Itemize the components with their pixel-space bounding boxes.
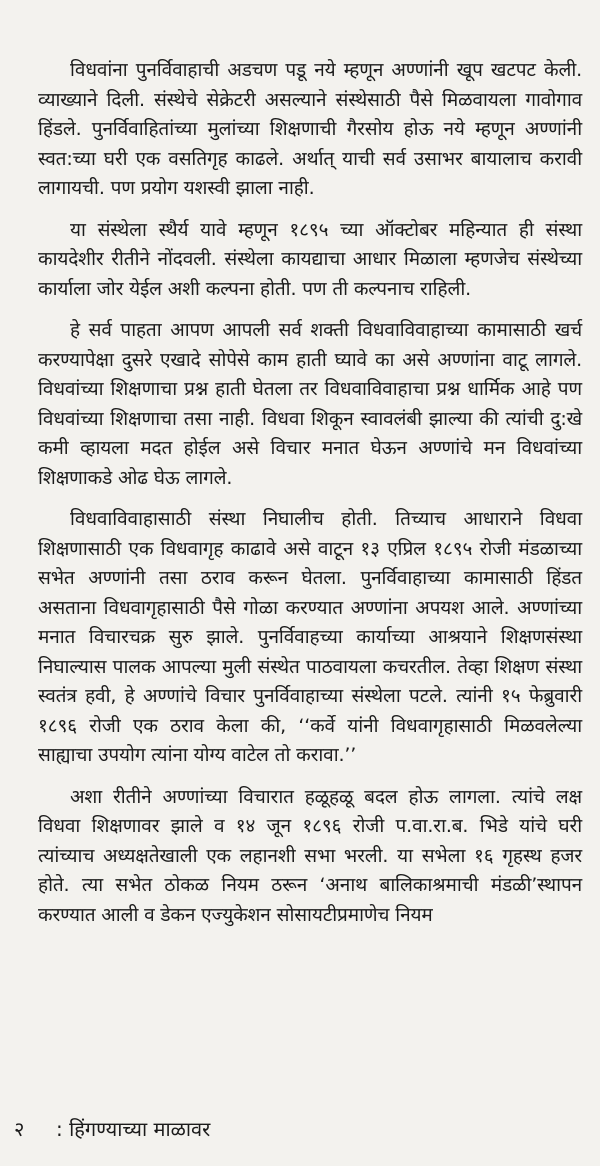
page-number: २ — [14, 1117, 25, 1141]
page-footer — [14, 1116, 210, 1142]
paragraph-1: विधवांना पुनर्विवाहाची अडचण पडू नये म्हणून अण्णांनी खूप खटपट केली. व्याख्याने दिली. संस्थेचे सेक्रेटरी असल्याने संस्थेसाठी पैसे मिळवायला गावोगाव हिंडले. पुनर्विवाहितांच्या मुलांच्या शिक्षणाची गैरसोय होऊ नये म्हणून अण्णांनी स्वत:च्या घरी एक वसतिगृह काढले. अर्थात् याची सर्व उसाभर बायालाच करावी लागायची. पण प्रयोग यशस्वी झाला नाही. — [38, 59, 582, 199]
paragraph-5: अशा रीतीने अण्णांच्या विचारात हळूहळू बदल होऊ लागला. त्यांचे लक्ष विधवा शिक्षणावर झाले व १४ जून १८९६ रोजी प.वा.रा.ब. भिडे यांचे घरी त्यांच्याच अध्यक्षतेखाली एक लहानशी सभा भरली. या सभेला १६ गृहस्थ हजर होते. त्या सभेत ठोकळ नियम ठरून ‘अनाथ बालिकाश्रमाची मंडळी’स्थापन करण्यात आली व डेकन एज्युकेशन सोसायटीप्रमाणेच नियम — [38, 785, 582, 926]
paragraph-3: हे सर्व पाहता आपण आपली सर्व शक्ती विधवाविवाहाच्या कामासाठी खर्च करण्यापेक्षा दुसरे एखादे सोपेसे काम हाती घ्यावे का असे अण्णांना वाटू लागले. विधवांच्या शिक्षणाचा प्रश्न हाती घेतला तर विधवाविवाहाचा प्रश्न धार्मिक आहे पण विधवांच्या शिक्षणाचा तसा नाही. विधवा शिकून स्वावलंबी झाल्या की त्यांची दु:खे कमी व्हायला मदत होईल असे विचार मनात घेऊन अण्णांचे मन विधवांच्या शिक्षणाकडे ओढ घेऊ लागले. — [38, 319, 582, 489]
paragraph-4: विधवाविवाहासाठी संस्था निघालीच होती. तिच्याच आधाराने विधवा शिक्षणासाठी एक विधवागृह काढावे असे वाटून १३ एप्रिल १८९५ रोजी मंडळाच्या सभेत अण्णांनी तसा ठराव करून घेतला. पुनर्विवाहाच्या कामासाठी हिंडत असताना विधवागृहासाठी पैसे गोळा करण्यात अण्णांना अपयश आले. अण्णांच्या मनात विचारचक्र सुरु झाले. पुनर्विवाहच्या कार्याच्या आश्रयाने शिक्षणसंस्था निघाल्यास पालक आपल्या मुली संस्थेत पाठवायला कचरतील. तेव्हा शिक्षण संस्था स्वतंत्र हवी, हे अण्णांचे विचार पुनर्विवाहाच्या संस्थेला पटले. त्यांनी १५ फेब्रुवारी १८९६ रोजी एक ठराव केला की, ‘‘कर्वे यांनी विधवागृहासाठी मिळवलेल्या साह्याचा उपयोग त्यांना योग्य वाटेल तो करावा.’’ — [38, 508, 582, 766]
paragraph-2: या संस्थेला स्थैर्य यावे म्हणून १८९५ च्या ऑक्टोबर महिन्यात ही संस्था कायदेशीर रीतीने नोंदवली. संस्थेला कायद्याचा आधार मिळाला म्हणजेच संस्थेच्या कार्याला जोर येईल अशी कल्पना होती. पण ती कल्पनाच राहिली. — [38, 218, 582, 300]
running-title: : हिंगण्याच्या माळावर — [56, 1117, 211, 1141]
